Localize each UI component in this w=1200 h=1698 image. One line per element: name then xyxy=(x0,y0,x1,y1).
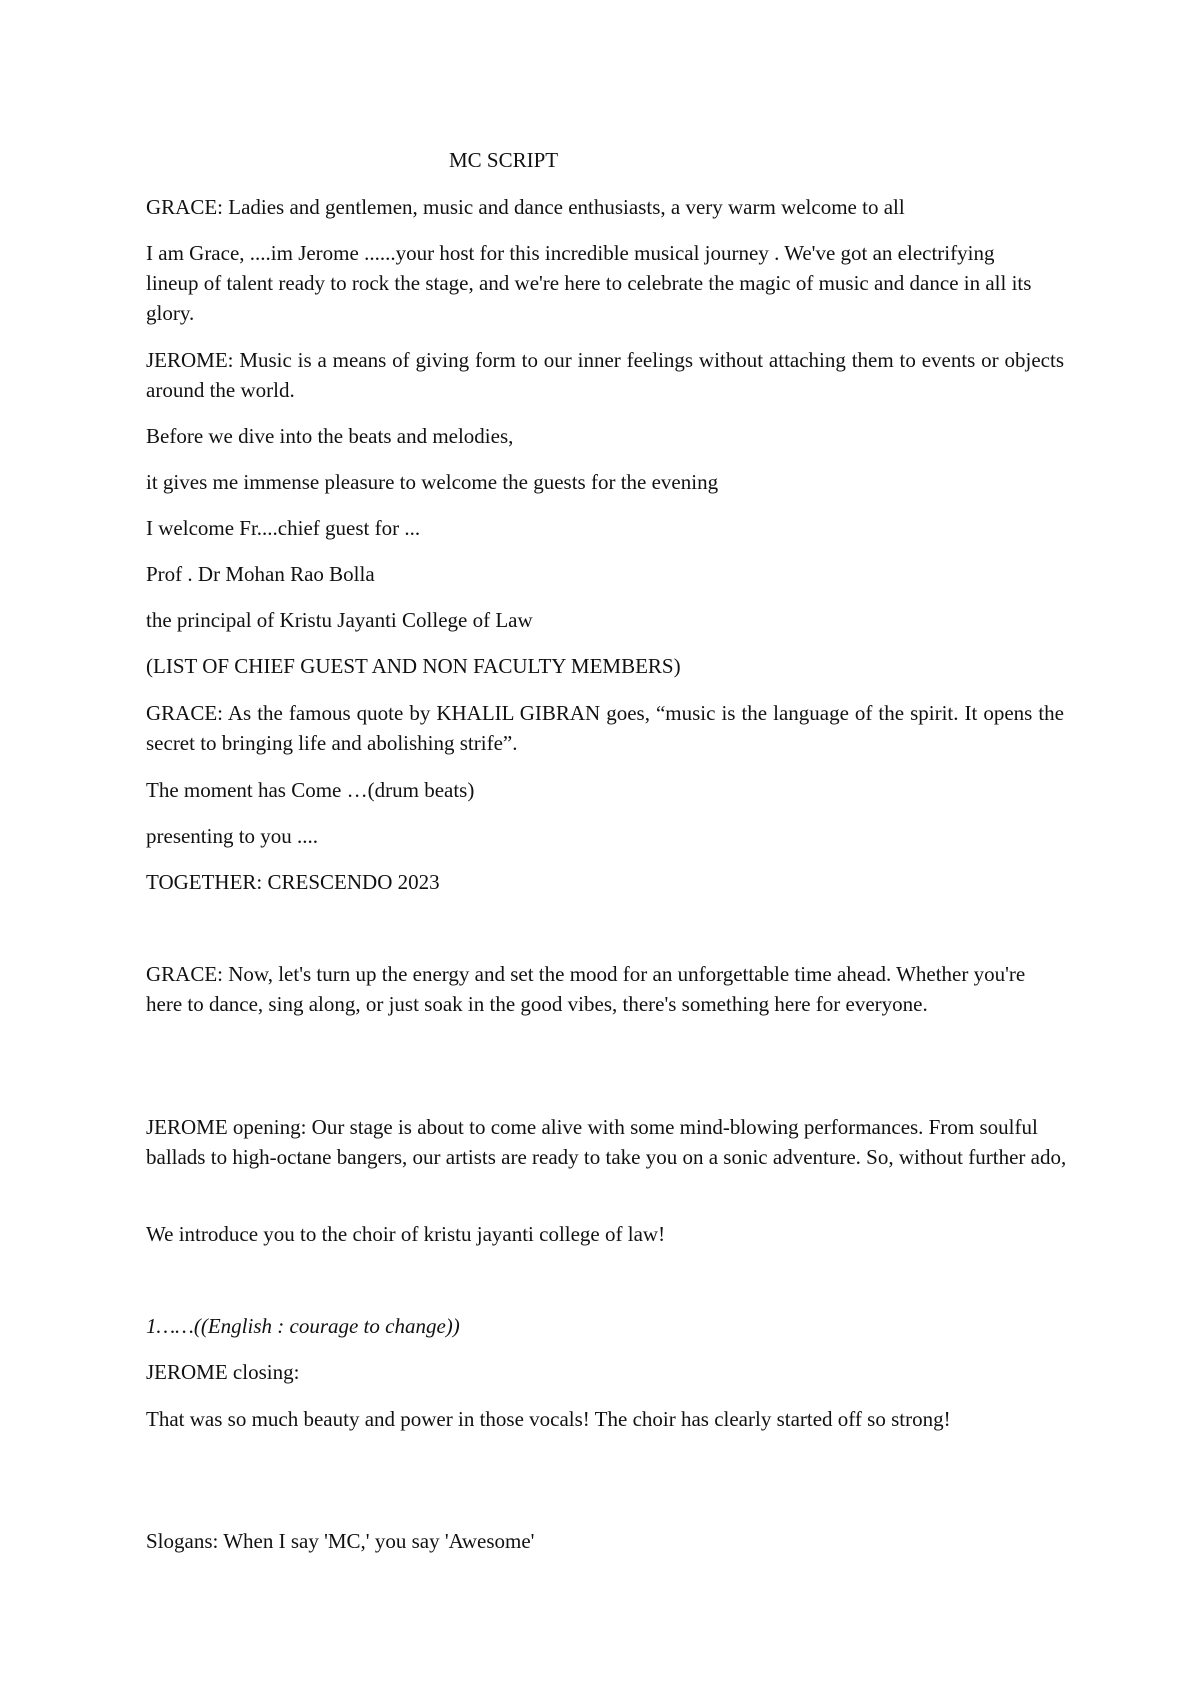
paragraph-welcome-fr: I welcome Fr....chief guest for ... xyxy=(146,516,421,540)
paragraph-song-1: 1……((English : courage to change)) xyxy=(146,1314,460,1338)
paragraph-choir-praise: That was so much beauty and power in those vocals! The choir has clearly started off so strong! xyxy=(146,1407,951,1431)
paragraph-prof-name: Prof . Dr Mohan Rao Bolla xyxy=(146,562,375,586)
paragraph-grace-quote: GRACE: As the famous quote by KHALIL GIBRAN goes, “music is the language of the spirit. It opens the secret to bringing life and abolishing strife”. xyxy=(146,701,1064,755)
document-title: MC SCRIPT xyxy=(449,148,559,172)
paragraph-jerome-music: JEROME: Music is a means of giving form to our inner feelings without attaching them to events or objects around the world. xyxy=(146,348,1064,402)
paragraph-host-intro: I am Grace, ....im Jerome ......your host for this incredible musical journey . We've got an electrifying lineup of talent ready to rock the stage, and we're here to celebrate the magic of music and dance in all its glory. xyxy=(146,241,1032,325)
paragraph-slogans: Slogans: When I say 'MC,' you say 'Awesome' xyxy=(146,1529,535,1553)
paragraph-introduce-choir: We introduce you to the choir of kristu jayanti college of law! xyxy=(146,1222,666,1246)
paragraph-jerome-opening: JEROME opening: Our stage is about to come alive with some mind-blowing performances. From soulful ballads to high-octane bangers, our artists are ready to take you on a sonic adventure. So, without further ado, xyxy=(146,1115,1067,1169)
paragraph-welcome-guests: it gives me immense pleasure to welcome the guests for the evening xyxy=(146,470,719,494)
paragraph-guest-list-note: (LIST OF CHIEF GUEST AND NON FACULTY MEMBERS) xyxy=(146,654,681,678)
paragraph-together-crescendo: TOGETHER: CRESCENDO 2023 xyxy=(146,870,440,894)
paragraph-presenting: presenting to you .... xyxy=(146,824,319,848)
paragraph-principal: the principal of Kristu Jayanti College of Law xyxy=(146,608,533,632)
paragraph-grace-energy: GRACE: Now, let's turn up the energy and set the mood for an unforgettable time ahead. Whether you're here to dance, sing along, or just soak in the good vibes, there's something here for everyone. xyxy=(146,962,1026,1016)
paragraph-moment-come: The moment has Come …(drum beats) xyxy=(146,778,475,802)
paragraph-grace-welcome: GRACE: Ladies and gentlemen, music and dance enthusiasts, a very warm welcome to all xyxy=(146,195,905,219)
paragraph-before-dive: Before we dive into the beats and melodies, xyxy=(146,424,514,448)
paragraph-jerome-closing: JEROME closing: xyxy=(146,1360,300,1384)
